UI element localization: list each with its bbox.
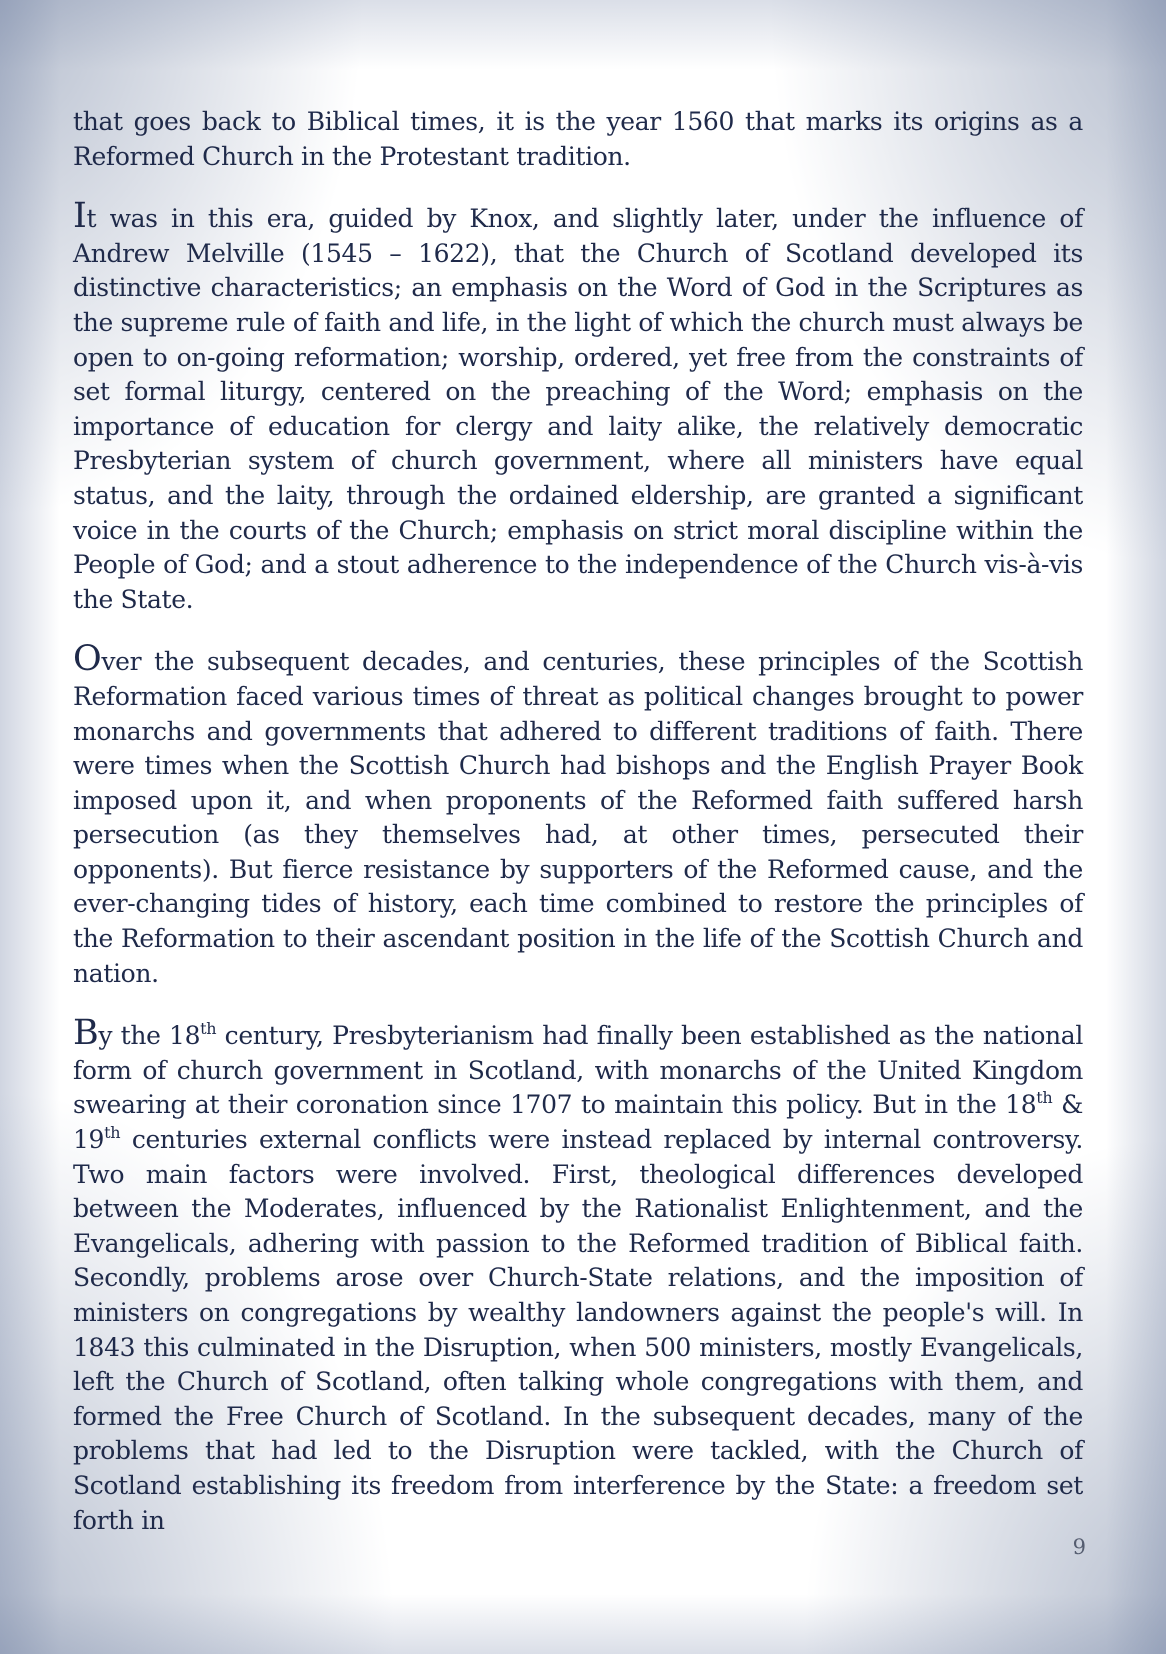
superscript-th-2: th: [1036, 1088, 1053, 1108]
paragraph-4-text-4: centuries external conflicts were instead replaced by internal controversy. Two main factors were involved. First, theological differences developed between the Moderates, influenced by the Rationalist Enlightenment, and the Evangelicals, adhering with passion to the Reformed tradition of Biblical faith. Secondly, problems arose over Church-State relations, and the imposition of ministers on congregations by wealthy landowners against the people's will. In 1843 this culminated in the Disruption, when 500 ministers, mostly Evangelicals, left the Church of Scotland, often talking whole congregations with them, and formed the Free Church of Scotland. In the subsequent decades, many of the problems that had led to the Disruption were tackled, with the Church of Scotland establishing its freedom from interference by the State: a freedom set forth in: [73, 1125, 1083, 1535]
document-body: [73, 105, 1083, 1566]
paragraph-3-initial: O: [73, 639, 102, 680]
paragraph-2: [73, 196, 1083, 617]
superscript-th-3: th: [104, 1123, 121, 1143]
page-number: 9: [1072, 1535, 1086, 1559]
paragraph-2-initial: I: [73, 196, 87, 237]
paragraph-3: [73, 639, 1083, 991]
paragraph-4-text-1: y the 18: [98, 1021, 201, 1051]
paragraph-4-text-3: & 19: [73, 1090, 1083, 1155]
paragraph-1: [73, 105, 1083, 174]
paragraph-2-text: t was in this era, guided by Knox, and slightly later, under the influence of Andrew Melville (1545 – 1622), that the Church of Scotland developed its distinctive characteristics; an emphasis on the Word of God in the Scriptures as the supreme rule of faith and life, in the light of which the church must always be open to on-going reformation; worship, ordered, yet free from the constraints of set formal liturgy, centered on the preaching of the Word; emphasis on the importance of education for clergy and laity alike, the relatively democratic Presbyterian system of church government, where all ministers have equal status, and the laity, through the ordained eldership, are granted a significant voice in the courts of the Church; emphasis on strict moral discipline within the People of God; and a stout adherence to the independence of the Church vis-à-vis the State.: [73, 204, 1083, 614]
paragraph-3-text: ver the subsequent decades, and centuries, these principles of the Scottish Reformation faced various times of threat as political changes brought to power monarchs and governments that adhered to different traditions of faith. There were times when the Scottish Church had bishops and the English Prayer Book imposed upon it, and when proponents of the Reformed faith suffered harsh persecution (as they themselves had, at other times, persecuted their opponents). But fierce resistance by supporters of the Reformed cause, and the ever-changing tides of history, each time combined to restore the principles of the Reformation to their ascendant position in the life of the Scottish Church and nation.: [73, 647, 1083, 988]
paragraph-4: [73, 1013, 1083, 1538]
paragraph-4-text-2: century, Presbyterianism had finally been established as the national form of church government in Scotland, with monarchs of the United Kingdom swearing at their coronation since 1707 to maintain this policy. But in the 18: [73, 1021, 1083, 1120]
paragraph-1-text: that goes back to Biblical times, it is the year 1560 that marks its origins as a Reformed Church in the Protestant tradition.: [73, 107, 1083, 171]
superscript-th-1: th: [200, 1019, 217, 1039]
paragraph-4-initial: B: [73, 1013, 99, 1054]
